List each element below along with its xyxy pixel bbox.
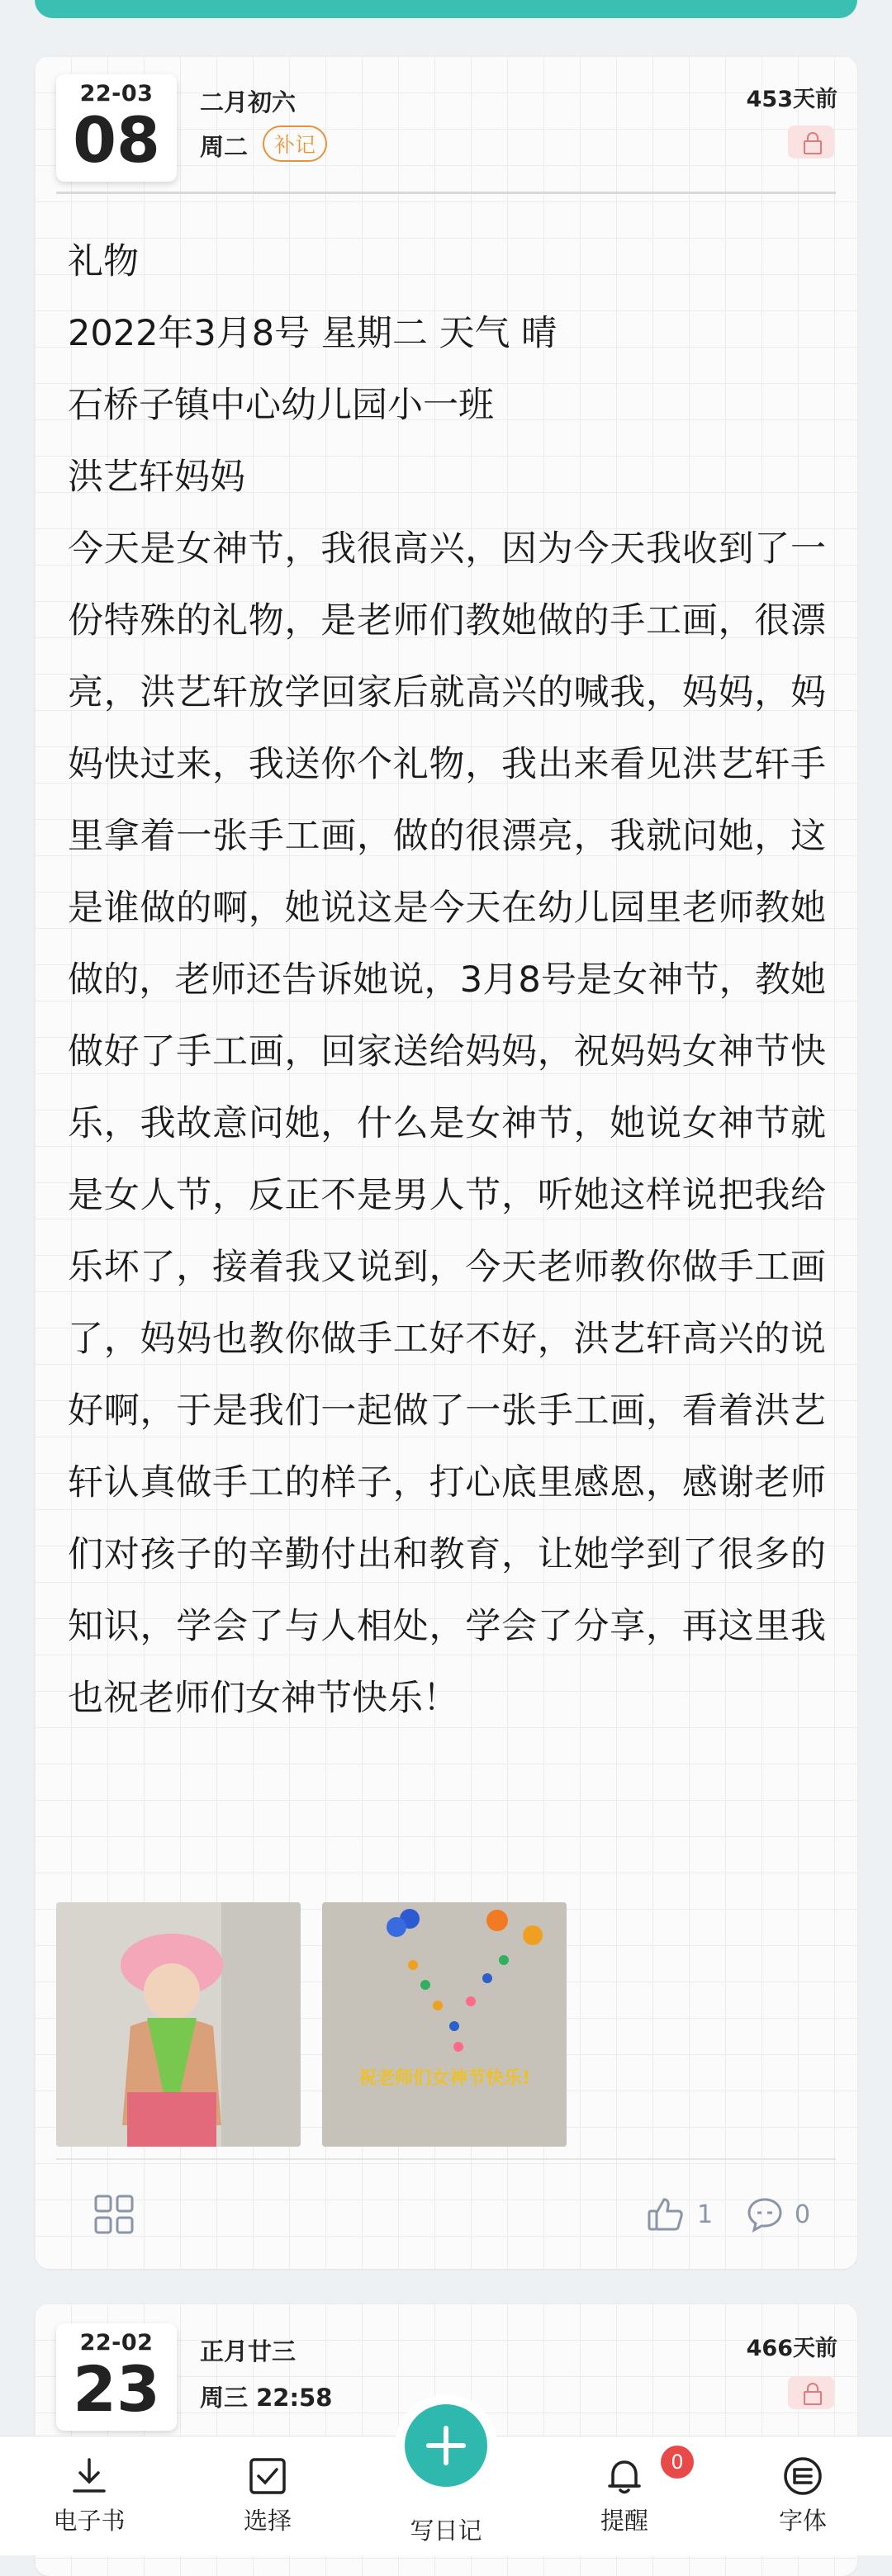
diary-school-line: 石桥子镇中心幼儿园小一班 [68,385,494,426]
days-ago: 453天前 [746,87,837,112]
checkbox-icon [246,2455,289,2498]
photo-caption: 祝老师们女神节快乐! [358,2068,531,2089]
grid-icon[interactable] [93,2193,135,2236]
nav-select[interactable] [210,2455,325,2536]
lock-icon[interactable] [788,2376,834,2409]
lunar-date: 二月初六 [200,88,297,116]
top-edge [0,0,892,25]
nav-remind-label: 提醒 [600,2507,648,2535]
previous-card-edge [35,0,857,18]
bell-icon [603,2455,646,2498]
notification-badge: 0 [661,2446,694,2479]
diary-title: 礼物 [68,241,139,282]
thumbs-up-icon [646,2195,686,2234]
diary-date-line: 2022年3月8号 星期二 天气 晴 [68,313,558,354]
font-icon [781,2455,824,2498]
nav-write[interactable] [388,2512,504,2546]
header-divider [56,192,836,194]
nav-ebook-label: 电子书 [53,2507,126,2535]
comment-icon [745,2195,785,2234]
diary-author-line: 洪艺轩妈妈 [68,457,245,498]
diary-body: 今天是女神节，我很高兴，因为今天我收到了一份特殊的礼物，是老师们教她做的手工画，很漂亮，洪艺轩放学回家后就高兴的喊我，妈妈，妈妈快过来，我送你个礼物，我出来看见洪艺轩手里拿着一张手工画，做的很漂亮，我就问她，这是谁做的啊，她说这是今天在幼儿园里老师教她做的，老师还告诉她说，3月8号是女神节，教她做好了手工画，回家送给妈妈，祝妈妈女神节快乐，我故意问她，什么是女神节，她说女神节就是女人节，反正不是男人节，听她这样说把我给乐坏了，接着我又说到，今天老师教你做手工画了，妈妈也教你做手工好不好，洪艺轩高兴的说好啊，于是我们一起做了一张手工画，看着洪艺轩认真做手工的样子，打心底里感恩，感谢老师们对孩子的辛勤付出和教育，让她学到了很多的知识，学会了与人相处，学会了分享，再这里我也祝老师们女神节快乐！ [68,528,826,1719]
diary-content [68,226,826,1735]
nav-font[interactable] [745,2455,861,2536]
month-label: 22-03 [79,81,154,107]
lunar-date: 正月廿三 [200,2337,297,2365]
comment-button[interactable] [745,2195,810,2234]
add-entry-button[interactable] [405,2404,487,2487]
lock-icon[interactable] [788,125,834,159]
photo-child[interactable] [56,1902,301,2147]
nav-font-label: 字体 [778,2507,827,2535]
like-count: 1 [697,2200,714,2229]
nav-select-label: 选择 [243,2507,292,2535]
nav-write-label: 写日记 [410,2517,482,2545]
date-box [56,2323,177,2431]
day-number: 08 [73,103,160,177]
actions-divider [56,2158,836,2160]
diary-card[interactable] [35,56,857,2269]
weekday-time: 周三 22:58 [200,2384,333,2412]
backfill-badge: 补记 [263,125,327,162]
download-icon [68,2455,111,2498]
weekday: 周二 [200,133,249,161]
days-ago: 466天前 [746,2336,837,2361]
like-button[interactable] [646,2195,713,2234]
date-box [56,74,177,182]
day-number: 23 [73,2352,160,2426]
comment-count: 0 [795,2200,811,2229]
month-label: 22-02 [79,2330,154,2356]
nav-ebook[interactable] [31,2455,147,2536]
photo-handmade-card[interactable] [322,1902,567,2147]
